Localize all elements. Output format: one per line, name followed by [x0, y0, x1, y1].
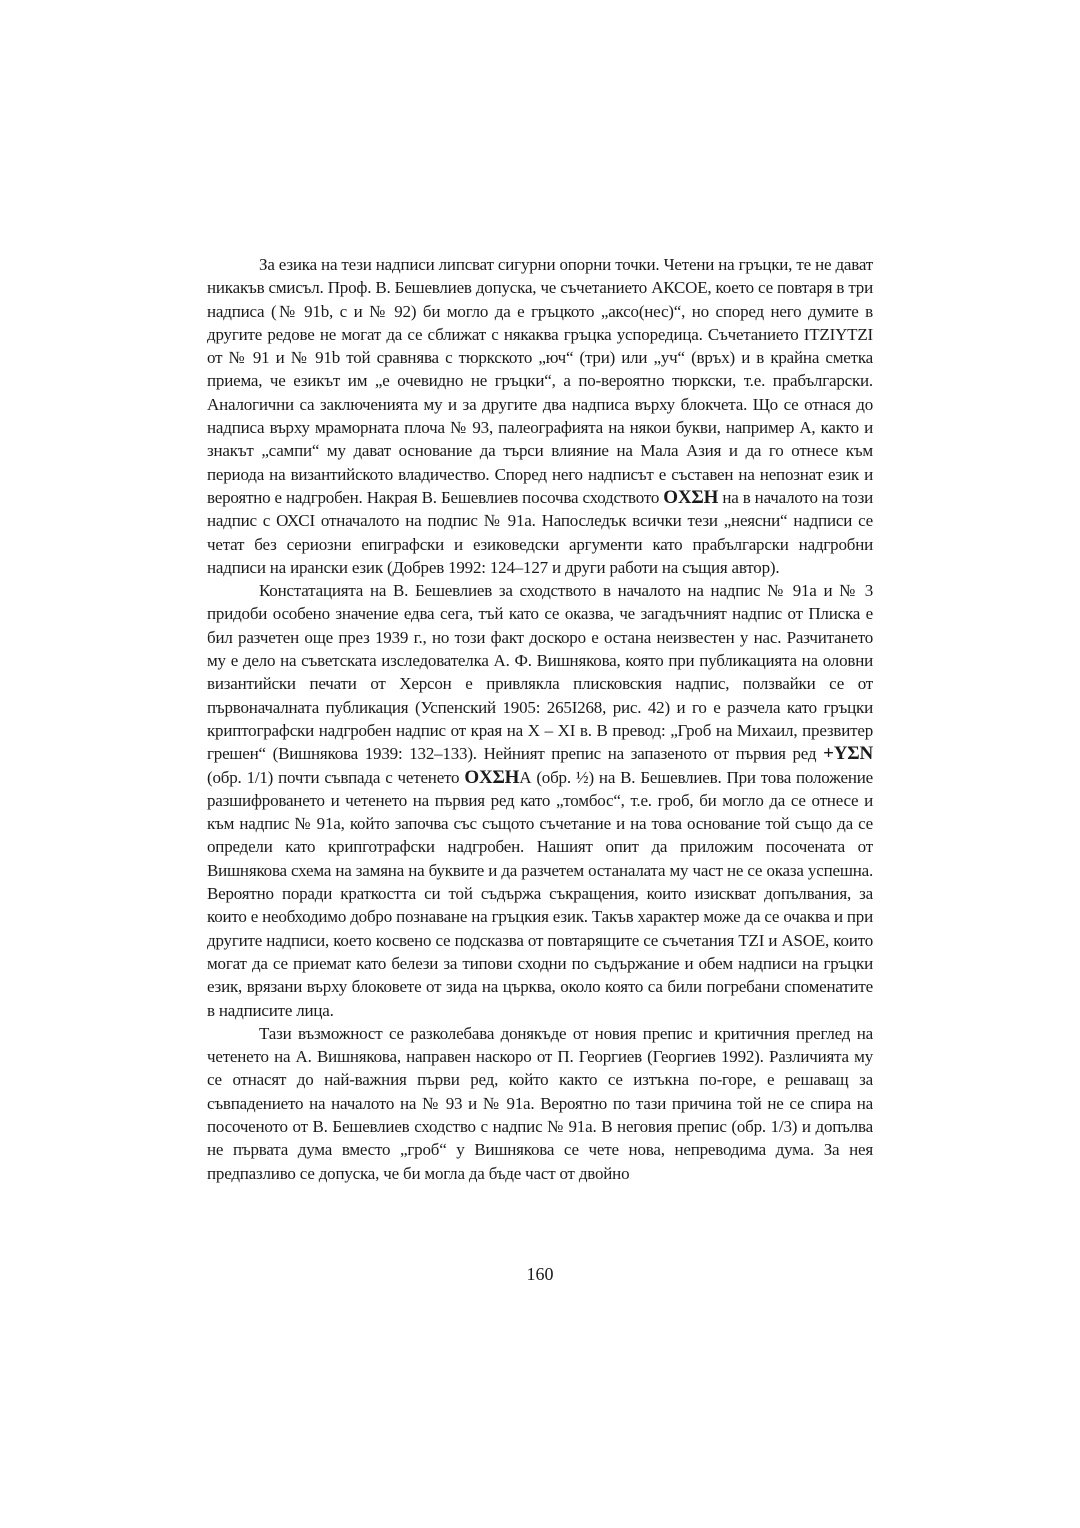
body-paragraph [207, 1022, 873, 1185]
paragraph-text: Констатацията на В. Бешевлиев за сходството в началото на надпис № 91а и № 3 придоби особено значение едва сега, тъй като се оказва, че загадъчният надпис от Плиска е бил разчетен още през 1939 г., но този факт доскоро е остана неизвестен у нас. Разчитането му е дело на съветската изследователка А. Ф. Вишнякова, която при публикацията на оловни византийски печати от Херсон е привлякла плисковския надпис, ползвайки се от първоначалната публикация (Успенский 1905: 265I268, рис. 42) и го е разчела като гръцки криптографски надгробен надпис от края на X – XI в. В превод: „Гроб на Михаил, презвитер грешен“ (Вишнякова 1939: 132–133). Нейният препис на запазеното от първия ред [207, 581, 873, 764]
paragraph-text: на в началото на този надпис с ОХСI отначалото на подпис № 91а. Напоследък всички тези „неясни“ надписи се четат без сериозни епиграфски и езиковедски аргументи като прабългарски надгробни надписи на ирански език (Добрев 1992: 124–127 и други работи на същия автор). [207, 487, 873, 577]
body-paragraph [207, 253, 873, 579]
paragraph-text: За езика на тези надписи липсват сигурни опорни точки. Четени на гръцки, те не дават никакъв смисъл. Проф. В. Бешевлиев допуска, че съчетанието АКСОЕ, което се повтаря в три надписа (№ 91b, с и № 92) би могло да е гръцкото „аксо(нес)“, но според него думите в другите редове не могат да се сближат с някаква гръцка успоредица. Съчетанието ITZIYTZI от № 91 и № 91b той сравнява с тюркското „юч“ (три) или „уч“ (връх) и в крайна сметка приема, че езикът им „е очевидно не гръцки“, а по-вероятно тюркски, т.е. прабългарски. Аналогични са заключенията му и за другите два надписа върху блокчета. Що се отнася до надписа върху мраморната плоча № 93, палеографията на някои букви, например А, както и знакът „сампи“ му дават основание да търси влияние на Мала Азия и да го отнесе към периода на византийското владичество. Според него надписът е съставен на непознат език и вероятно е надгробен. Накрая В. Бешевлиев посочва сходството [207, 255, 873, 507]
greek-inscription-text: ΟΧΣΗ [663, 486, 719, 508]
paragraph-text: Тази възможност се разколебава донякъде от новия препис и критичния преглед на четенето на А. Вишнякова, направен наскоро от П. Георгиев (Георгиев 1992). Различията му се отнасят до най-важния първи ред, който както се изтъкна по-горе, е решаващ за съвпадението на началото на № 93 и № 91а. Вероятно по тази причина той не се спира на посоченото от В. Бешевлиев сходство с надпис № 91а. В неговия препис (обр. 1/3) и допълва не първата дума вместо „гроб“ у Вишнякова се чете нова, непреводима дума. За нея предпазливо се допуска, че би могла да бъде част от двойно [207, 1023, 873, 1183]
greek-inscription-text: +ΥΣΝ [823, 743, 873, 765]
paragraph-text: (обр. 1/1) почти съвпада с четенето [207, 767, 465, 787]
document-body [207, 253, 873, 1185]
page-number: 160 [526, 1264, 554, 1284]
paragraph-text: А (обр. ½) на В. Бешевлиев. При това положение разшифроването и четенето на първия ред като „томбос“, т.е. гроб, би могло да се отнесе и към надпис № 91а, който започва със същото съчетание и на това основание той също да се определи като крипготрафски надгробен. Нашият опит да приложим посочената от Вишнякова схема на замяна на буквите и да разчетем останалата му част не се оказа успешна. Вероятно поради краткостта си той съдържа съкращения, които изискват допълвания, за които е необходимо добро познаване на гръцкия език. Такъв характер може да се очаква и при другите надписи, което косвено се подсказва от повтарящите се съчетания TZI и ASOE, които могат да се приемат като белези за типови сходни по съдържание и обем надписи на гръцки език, врязани върху блоковете от зида на църква, около която са били погребани споменатите в надписите лица. [207, 767, 873, 1020]
body-paragraph [207, 579, 873, 1022]
greek-inscription-text: ΟΧΣΗ [464, 766, 520, 788]
